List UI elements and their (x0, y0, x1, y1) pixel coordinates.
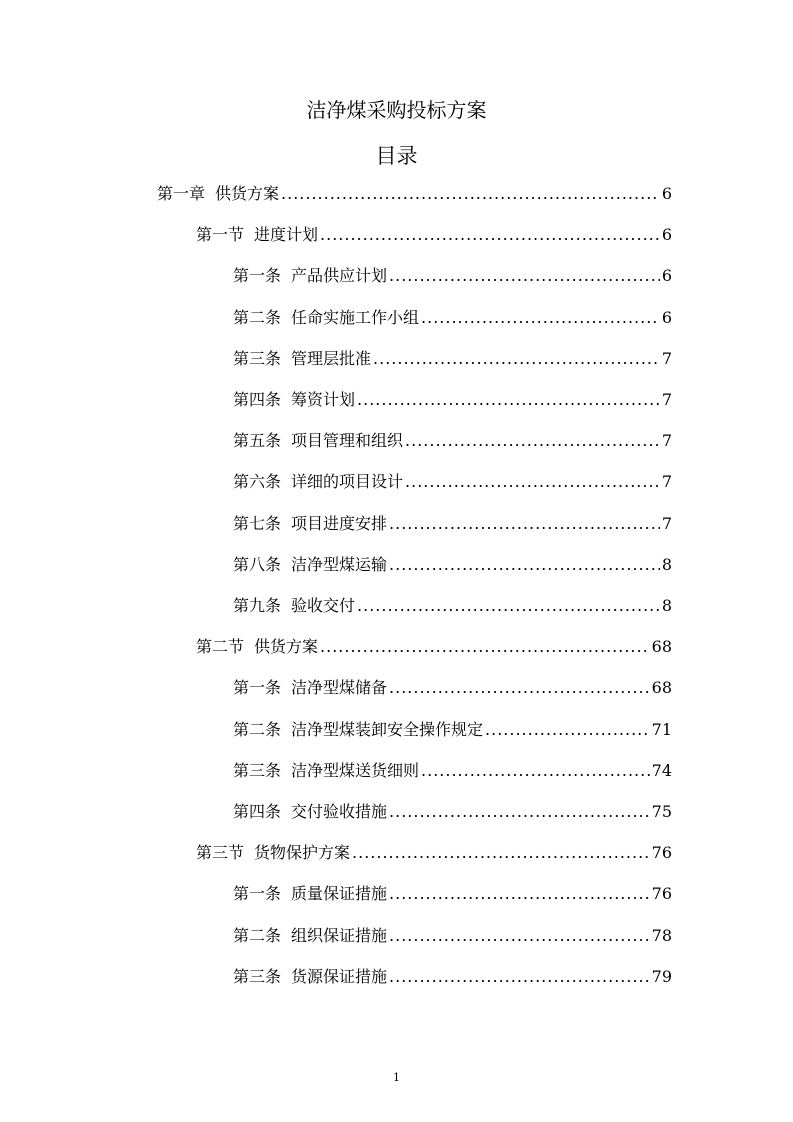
toc-leader-dots (357, 389, 660, 411)
toc-entry-page: 7 (661, 431, 672, 451)
toc-entry[interactable] (196, 222, 672, 246)
toc-entry[interactable] (233, 593, 672, 617)
toc-entry-page: 76 (651, 843, 672, 863)
toc-entry-page: 7 (661, 513, 672, 533)
toc-entry[interactable] (233, 881, 672, 905)
toc-entry-page: 6 (661, 307, 672, 327)
toc-entry-number: 第二条 (233, 307, 282, 327)
toc-entry-label: 任命实施工作小组 (291, 307, 420, 327)
toc-entry[interactable] (233, 717, 672, 741)
toc-leader-dots (320, 224, 660, 246)
toc-entry-label: 组织保证措施 (291, 925, 388, 945)
toc-entry-label: 管理层批准 (291, 348, 372, 368)
toc-entry-label: 洁净型煤储备 (291, 678, 388, 698)
toc-entry-label: 洁净型煤运输 (291, 554, 388, 574)
toc-entry-page: 8 (661, 596, 672, 615)
toc-leader-dots (357, 595, 660, 617)
toc-entry[interactable] (233, 964, 672, 988)
toc-entry[interactable] (233, 923, 672, 947)
toc-entry-number: 第四条 (233, 390, 282, 409)
toc-entry-number: 第一条 (233, 884, 282, 904)
toc-entry[interactable] (233, 305, 672, 329)
toc-leader-dots (389, 513, 660, 535)
toc-entry-page: 7 (661, 348, 672, 368)
toc-entry-label: 洁净型煤装卸安全操作规定 (291, 719, 484, 739)
toc-entry-label: 进度计划 (254, 225, 319, 245)
toc-leader-dots (405, 430, 660, 452)
toc-entry[interactable] (233, 799, 672, 823)
document-title: 洁净煤采购投标方案 (306, 98, 487, 122)
toc-entry[interactable] (233, 263, 672, 287)
toc-entry-page: 78 (651, 925, 672, 945)
toc-entry[interactable] (233, 758, 672, 782)
toc-entry-number: 第九条 (233, 596, 282, 615)
toc-entry-number: 第二节 (196, 637, 245, 657)
toc-entry[interactable] (233, 469, 672, 493)
toc-entry[interactable] (157, 181, 672, 205)
toc-entry-label: 项目管理和组织 (291, 431, 404, 451)
toc-entry[interactable] (196, 634, 672, 658)
toc-leader-dots (389, 554, 660, 576)
toc-entry-page: 6 (661, 184, 672, 203)
toc-entry[interactable] (233, 387, 672, 411)
toc-entry-page: 7 (661, 472, 672, 492)
toc-heading: 目录 (375, 144, 418, 168)
toc-entry-label: 供货方案 (215, 184, 280, 203)
page-number: 1 (393, 1071, 400, 1084)
toc-leader-dots (281, 183, 660, 205)
toc-leader-dots (389, 883, 650, 905)
toc-entry[interactable] (233, 552, 672, 576)
toc-entry-label: 洁净型煤送货细则 (291, 760, 420, 780)
toc-entry-page: 68 (651, 678, 672, 698)
toc-entry-page: 6 (661, 225, 672, 245)
toc-entry-label: 项目进度安排 (291, 513, 388, 533)
toc-leader-dots (421, 760, 650, 782)
toc-entry-label: 货源保证措施 (291, 966, 388, 986)
toc-entry-number: 第三条 (233, 348, 282, 368)
toc-entry-number: 第七条 (233, 513, 282, 533)
toc-entry-page: 6 (661, 266, 672, 286)
toc-entry-number: 第二条 (233, 925, 282, 945)
toc-entry-label: 质量保证措施 (291, 884, 388, 904)
toc-leader-dots (352, 842, 650, 864)
toc-entry-page: 8 (661, 554, 672, 574)
toc-entry-number: 第一节 (196, 225, 245, 245)
toc-entry-number: 第八条 (233, 554, 282, 574)
toc-entry[interactable] (233, 346, 672, 370)
toc-entry-label: 验收交付 (291, 596, 356, 615)
toc-entry[interactable] (233, 428, 672, 452)
toc-leader-dots (389, 677, 650, 699)
toc-entry-number: 第四条 (233, 802, 282, 821)
toc-entry-number: 第三节 (196, 843, 245, 863)
toc-entry[interactable] (233, 675, 672, 699)
toc-leader-dots (373, 348, 660, 370)
toc-entry-page: 75 (651, 802, 672, 821)
toc-leader-dots (405, 471, 660, 493)
toc-entry-page: 76 (651, 884, 672, 904)
toc-entry-number: 第三条 (233, 760, 282, 780)
toc-entry-number: 第六条 (233, 472, 282, 492)
toc-entry-number: 第二条 (233, 719, 282, 739)
toc-entry-label: 产品供应计划 (291, 266, 388, 286)
toc-leader-dots (320, 636, 650, 658)
toc-entry[interactable] (196, 840, 672, 864)
toc-entry-page: 68 (651, 637, 672, 657)
toc-entry-page: 71 (651, 719, 672, 739)
toc-entry-label: 筹资计划 (291, 390, 356, 409)
toc-entry-label: 详细的项目设计 (291, 472, 404, 492)
toc-entry-number: 第三条 (233, 966, 282, 986)
toc-entry-number: 第五条 (233, 431, 282, 451)
toc-entry-number: 第一章 (157, 184, 206, 203)
toc-entry-page: 79 (651, 966, 672, 986)
toc-entry-page: 74 (651, 760, 672, 780)
toc-entry-page: 7 (661, 390, 672, 409)
toc-leader-dots (389, 925, 650, 947)
toc-entry-label: 货物保护方案 (254, 843, 351, 863)
toc-leader-dots (485, 719, 650, 741)
toc-entry-number: 第一条 (233, 678, 282, 698)
toc-leader-dots (389, 801, 650, 823)
toc-leader-dots (389, 966, 650, 988)
toc-entry[interactable] (233, 511, 672, 535)
toc-entry-label: 供货方案 (254, 637, 319, 657)
toc-leader-dots (421, 307, 660, 329)
toc-entry-number: 第一条 (233, 266, 282, 286)
toc-entry-label: 交付验收措施 (291, 802, 388, 821)
toc-leader-dots (389, 265, 660, 287)
